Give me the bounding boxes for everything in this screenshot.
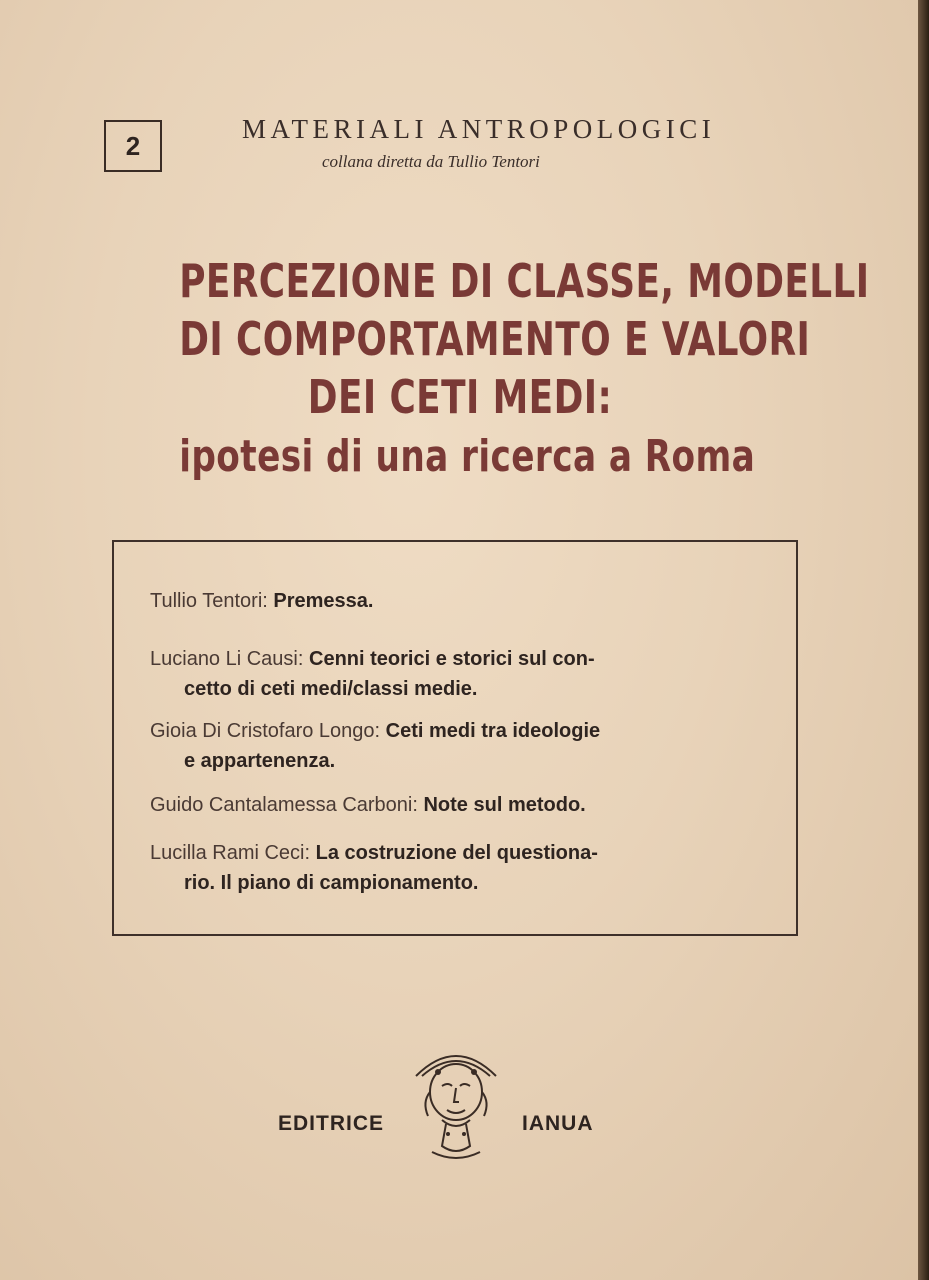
- series-editor: collana diretta da Tullio Tentori: [322, 152, 540, 171]
- entry-title: Premessa.: [273, 590, 374, 612]
- entry-author: Guido Cantalamessa Carboni:: [150, 794, 418, 816]
- entry-title: Ceti medi tra ideologie: [385, 720, 601, 742]
- entry-author: Lucilla Rami Ceci:: [150, 842, 311, 864]
- entry-title: Cenni teorici e storici sul con-: [309, 648, 595, 670]
- book-title: [179, 252, 870, 486]
- entry-title: Note sul metodo.: [423, 794, 586, 816]
- page-edge-shadow: [918, 0, 929, 1280]
- entry-title: La costruzione del questiona-: [315, 842, 598, 864]
- contents-entry: [150, 790, 760, 820]
- title-line-3: DEI CETI MEDI:: [307, 370, 613, 424]
- entry-author: Gioia Di Cristofaro Longo:: [150, 720, 381, 742]
- entry-author: Tullio Tentori:: [150, 590, 268, 612]
- entry-title-continued: cetto di ceti medi/classi medie.: [184, 678, 478, 700]
- series-number-badge: 2: [104, 120, 162, 172]
- entry-title-continued: e appartenenza.: [184, 750, 336, 772]
- entry-title-continued: rio. Il piano di campionamento.: [184, 872, 479, 894]
- publisher-name-right: IANUA: [522, 1112, 594, 1135]
- entry-author: Luciano Li Causi:: [150, 648, 304, 670]
- ianus-head-logo-icon: [402, 1036, 510, 1166]
- publisher-name-left: EDITRICE: [278, 1112, 385, 1135]
- contents-entry: [150, 586, 760, 616]
- contents-entry: [150, 644, 760, 704]
- title-line-1: PERCEZIONE DI CLASSE, MODELLI: [179, 254, 870, 308]
- contents-entry: [150, 716, 760, 776]
- series-title: MATERIALI ANTROPOLOGICI: [242, 114, 716, 144]
- title-line-2: DI COMPORTAMENTO E VALORI: [179, 312, 811, 366]
- book-subtitle: ipotesi di una ricerca a Roma: [179, 431, 756, 482]
- contents-entry: [150, 838, 760, 898]
- contents-box: [112, 540, 798, 936]
